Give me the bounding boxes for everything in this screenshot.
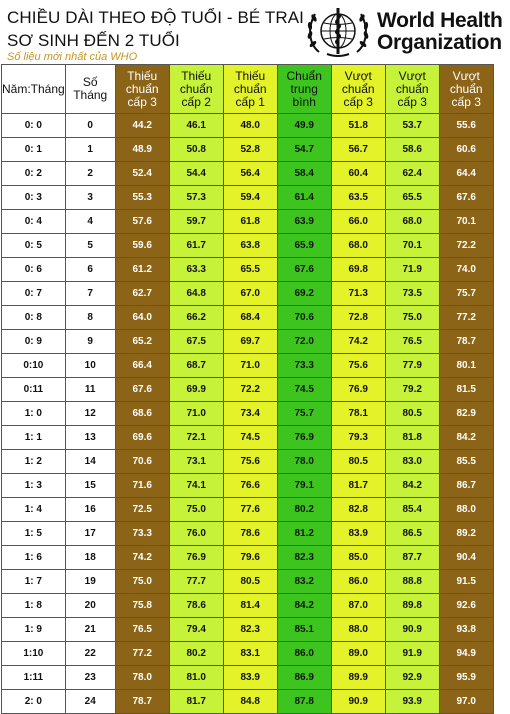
column-header: Thiếu chuẩn cấp 3 [115,65,169,114]
length-cell: 81.0 [169,666,223,690]
table-row [2,186,494,210]
age-cell: 1: 3 [2,474,66,498]
length-cell: 73.4 [223,402,277,426]
length-cell: 77.9 [385,354,439,378]
length-cell: 71.6 [115,474,169,498]
length-cell: 65.9 [277,234,331,258]
age-cell: 0: 4 [2,210,66,234]
who-wordmark-line1: World Health [377,9,503,32]
page-title-line2: SƠ SINH ĐẾN 2 TUỔI [7,31,180,50]
age-cell: 1:10 [2,642,66,666]
length-cell: 72.2 [223,378,277,402]
length-cell: 46.1 [169,114,223,138]
length-cell: 63.3 [169,258,223,282]
table-row [2,618,494,642]
length-cell: 67.6 [115,378,169,402]
length-cell: 73.5 [385,282,439,306]
length-cell: 85.5 [439,450,493,474]
length-cell: 57.3 [169,186,223,210]
length-cell: 79.1 [277,474,331,498]
length-cell: 76.6 [223,474,277,498]
table-row [2,162,494,186]
length-cell: 81.7 [331,474,385,498]
length-cell: 52.8 [223,138,277,162]
table-row [2,378,494,402]
length-cell: 92.9 [385,666,439,690]
age-cell: 1: 0 [2,402,66,426]
table-row [2,570,494,594]
length-cell: 68.0 [331,234,385,258]
length-cell: 83.9 [331,522,385,546]
table-row [2,498,494,522]
column-header: Vượt chuẩn cấp 3 [385,65,439,114]
length-cell: 92.6 [439,594,493,618]
column-header: Vượt chuẩn cấp 3 [331,65,385,114]
length-cell: 82.3 [277,546,331,570]
length-cell: 66.2 [169,306,223,330]
length-cell: 87.0 [331,594,385,618]
length-cell: 86.5 [385,522,439,546]
length-cell: 83.1 [223,642,277,666]
length-cell: 75.7 [439,282,493,306]
length-cell: 63.8 [223,234,277,258]
months-cell: 7 [65,282,115,306]
age-cell: 1: 8 [2,594,66,618]
length-cell: 86.0 [331,570,385,594]
length-cell: 56.4 [223,162,277,186]
table-row [2,138,494,162]
length-cell: 81.2 [277,522,331,546]
length-cell: 71.0 [223,354,277,378]
age-cell: 1: 7 [2,570,66,594]
length-cell: 63.5 [331,186,385,210]
length-cell: 90.9 [331,690,385,714]
months-cell: 0 [65,114,115,138]
length-cell: 74.2 [331,330,385,354]
length-cell: 74.2 [115,546,169,570]
age-cell: 0: 9 [2,330,66,354]
length-cell: 81.5 [439,378,493,402]
length-cell: 78.0 [115,666,169,690]
length-cell: 87.8 [277,690,331,714]
column-header: Thiếu chuẩn cấp 1 [223,65,277,114]
table-row [2,402,494,426]
length-cell: 61.4 [277,186,331,210]
months-cell: 21 [65,618,115,642]
length-cell: 59.4 [223,186,277,210]
column-header: Thiếu chuẩn cấp 2 [169,65,223,114]
age-cell: 0: 7 [2,282,66,306]
length-cell: 68.0 [385,210,439,234]
length-cell: 67.6 [439,186,493,210]
length-cell: 62.7 [115,282,169,306]
length-cell: 77.2 [115,642,169,666]
table-row [2,282,494,306]
table-row [2,522,494,546]
length-cell: 84.2 [277,594,331,618]
length-cell: 74.5 [223,426,277,450]
length-cell: 73.3 [277,354,331,378]
months-cell: 20 [65,594,115,618]
length-cell: 72.2 [439,234,493,258]
age-cell: 0:10 [2,354,66,378]
length-cell: 89.0 [331,642,385,666]
length-cell: 90.9 [385,618,439,642]
length-cell: 89.9 [331,666,385,690]
months-cell: 22 [65,642,115,666]
length-cell: 57.6 [115,210,169,234]
length-cell: 68.4 [223,306,277,330]
length-cell: 78.7 [115,690,169,714]
months-cell: 15 [65,474,115,498]
length-cell: 85.0 [331,546,385,570]
length-cell: 60.4 [331,162,385,186]
length-cell: 75.6 [331,354,385,378]
table-row [2,426,494,450]
length-cell: 83.0 [385,450,439,474]
length-cell: 83.9 [223,666,277,690]
length-cell: 69.7 [223,330,277,354]
age-cell: 2: 0 [2,690,66,714]
length-cell: 87.7 [385,546,439,570]
length-cell: 75.0 [385,306,439,330]
length-cell: 52.4 [115,162,169,186]
length-cell: 68.6 [115,402,169,426]
column-header: Vượt chuẩn cấp 3 [439,65,493,114]
length-cell: 72.5 [115,498,169,522]
length-cell: 51.8 [331,114,385,138]
length-cell: 58.4 [277,162,331,186]
who-wordmark [377,10,503,54]
months-cell: 18 [65,546,115,570]
length-cell: 78.0 [277,450,331,474]
age-cell: 0: 8 [2,306,66,330]
age-cell: 1: 4 [2,498,66,522]
length-cell: 84.2 [385,474,439,498]
length-cell: 69.6 [115,426,169,450]
length-cell: 72.8 [331,306,385,330]
age-cell: 1: 6 [2,546,66,570]
table-row [2,210,494,234]
table-header-row [2,65,494,114]
table-row [2,642,494,666]
length-cell: 97.0 [439,690,493,714]
length-cell: 89.2 [439,522,493,546]
length-cell: 82.8 [331,498,385,522]
length-cell: 82.9 [439,402,493,426]
length-cell: 74.0 [439,258,493,282]
length-cell: 72.1 [169,426,223,450]
months-cell: 5 [65,234,115,258]
length-cell: 78.6 [223,522,277,546]
table-row [2,474,494,498]
length-cell: 61.2 [115,258,169,282]
age-cell: 1: 1 [2,426,66,450]
who-emblem-icon [305,4,371,60]
table-row [2,666,494,690]
page-title-line1: CHIỀU DÀI THEO ĐỘ TUỔI - BÉ TRAI [7,8,304,27]
length-cell: 76.5 [115,618,169,642]
length-cell: 60.6 [439,138,493,162]
length-cell: 80.5 [331,450,385,474]
length-cell: 64.8 [169,282,223,306]
length-cell: 88.8 [385,570,439,594]
length-cell: 66.0 [331,210,385,234]
length-cell: 70.6 [277,306,331,330]
table-row [2,258,494,282]
column-header: Số Tháng [65,65,115,114]
length-cell: 80.1 [439,354,493,378]
length-cell: 93.8 [439,618,493,642]
length-cell: 86.0 [277,642,331,666]
length-cell: 91.9 [385,642,439,666]
months-cell: 11 [65,378,115,402]
age-cell: 1:11 [2,666,66,690]
length-cell: 84.8 [223,690,277,714]
length-cell: 69.8 [331,258,385,282]
length-cell: 48.0 [223,114,277,138]
age-cell: 0: 2 [2,162,66,186]
length-cell: 79.3 [331,426,385,450]
length-cell: 80.5 [223,570,277,594]
table-header [2,65,494,114]
length-cell: 69.2 [277,282,331,306]
table-row [2,546,494,570]
age-cell: 0:11 [2,378,66,402]
length-cell: 49.9 [277,114,331,138]
length-cell: 54.7 [277,138,331,162]
length-cell: 54.4 [169,162,223,186]
length-cell: 44.2 [115,114,169,138]
length-cell: 75.0 [169,498,223,522]
length-cell: 73.3 [115,522,169,546]
months-cell: 14 [65,450,115,474]
age-cell: 0: 1 [2,138,66,162]
length-cell: 67.6 [277,258,331,282]
length-cell: 88.0 [331,618,385,642]
length-cell: 70.1 [439,210,493,234]
months-cell: 12 [65,402,115,426]
length-cell: 75.6 [223,450,277,474]
months-cell: 23 [65,666,115,690]
length-cell: 80.2 [169,642,223,666]
page-header [0,0,510,66]
months-cell: 1 [65,138,115,162]
length-cell: 70.1 [385,234,439,258]
length-cell: 95.9 [439,666,493,690]
length-cell: 82.3 [223,618,277,642]
length-cell: 75.8 [115,594,169,618]
length-cell: 59.6 [115,234,169,258]
length-cell: 76.5 [385,330,439,354]
length-cell: 61.8 [223,210,277,234]
length-cell: 73.1 [169,450,223,474]
months-cell: 19 [65,570,115,594]
length-cell: 91.5 [439,570,493,594]
length-cell: 71.0 [169,402,223,426]
length-cell: 90.4 [439,546,493,570]
length-cell: 48.9 [115,138,169,162]
column-header: Chuẩn trung bình [277,65,331,114]
length-cell: 79.6 [223,546,277,570]
who-wordmark-line2: Organization [377,31,502,54]
length-cell: 75.0 [115,570,169,594]
length-cell: 75.7 [277,402,331,426]
age-cell: 1: 2 [2,450,66,474]
length-cell: 77.6 [223,498,277,522]
length-cell: 65.5 [223,258,277,282]
table-row [2,450,494,474]
length-cell: 76.9 [277,426,331,450]
length-cell: 70.6 [115,450,169,474]
length-cell: 88.0 [439,498,493,522]
months-cell: 16 [65,498,115,522]
length-cell: 64.0 [115,306,169,330]
age-cell: 0: 0 [2,114,66,138]
length-cell: 71.9 [385,258,439,282]
length-cell: 93.9 [385,690,439,714]
length-cell: 80.5 [385,402,439,426]
length-cell: 74.1 [169,474,223,498]
age-cell: 1: 5 [2,522,66,546]
length-cell: 76.0 [169,522,223,546]
length-cell: 94.9 [439,642,493,666]
months-cell: 2 [65,162,115,186]
length-cell: 64.4 [439,162,493,186]
months-cell: 13 [65,426,115,450]
page-subtitle: Số liệu mới nhất của WHO [7,51,138,63]
length-cell: 61.7 [169,234,223,258]
length-cell: 69.9 [169,378,223,402]
length-cell: 81.4 [223,594,277,618]
length-cell: 53.7 [385,114,439,138]
length-cell: 79.4 [169,618,223,642]
length-cell: 85.4 [385,498,439,522]
months-cell: 17 [65,522,115,546]
length-cell: 78.1 [331,402,385,426]
months-cell: 4 [65,210,115,234]
length-cell: 68.7 [169,354,223,378]
length-cell: 77.2 [439,306,493,330]
length-cell: 78.7 [439,330,493,354]
length-cell: 78.6 [169,594,223,618]
length-cell: 85.1 [277,618,331,642]
length-cell: 67.0 [223,282,277,306]
months-cell: 6 [65,258,115,282]
length-cell: 81.7 [169,690,223,714]
length-cell: 72.0 [277,330,331,354]
length-cell: 76.9 [169,546,223,570]
length-cell: 62.4 [385,162,439,186]
length-cell: 83.2 [277,570,331,594]
length-cell: 81.8 [385,426,439,450]
age-cell: 0: 3 [2,186,66,210]
length-cell: 89.8 [385,594,439,618]
months-cell: 10 [65,354,115,378]
length-cell: 65.5 [385,186,439,210]
length-cell: 77.7 [169,570,223,594]
length-cell: 63.9 [277,210,331,234]
table-row [2,234,494,258]
length-cell: 59.7 [169,210,223,234]
length-cell: 86.9 [277,666,331,690]
column-header: Năm:Tháng [2,65,66,114]
length-cell: 56.7 [331,138,385,162]
length-cell: 71.3 [331,282,385,306]
table-row [2,306,494,330]
length-cell: 50.8 [169,138,223,162]
months-cell: 24 [65,690,115,714]
length-cell: 84.2 [439,426,493,450]
table-row [2,330,494,354]
length-cell: 65.2 [115,330,169,354]
age-cell: 0: 6 [2,258,66,282]
age-cell: 0: 5 [2,234,66,258]
table-row [2,354,494,378]
length-cell: 58.6 [385,138,439,162]
table-row [2,690,494,714]
table-row [2,594,494,618]
table-body [2,114,494,714]
months-cell: 3 [65,186,115,210]
months-cell: 9 [65,330,115,354]
growth-table [1,64,494,714]
months-cell: 8 [65,306,115,330]
age-cell: 1: 9 [2,618,66,642]
length-cell: 55.6 [439,114,493,138]
length-cell: 67.5 [169,330,223,354]
length-cell: 74.5 [277,378,331,402]
length-cell: 76.9 [331,378,385,402]
length-cell: 55.3 [115,186,169,210]
length-cell: 86.7 [439,474,493,498]
length-cell: 66.4 [115,354,169,378]
length-cell: 80.2 [277,498,331,522]
length-cell: 79.2 [385,378,439,402]
table-row [2,114,494,138]
